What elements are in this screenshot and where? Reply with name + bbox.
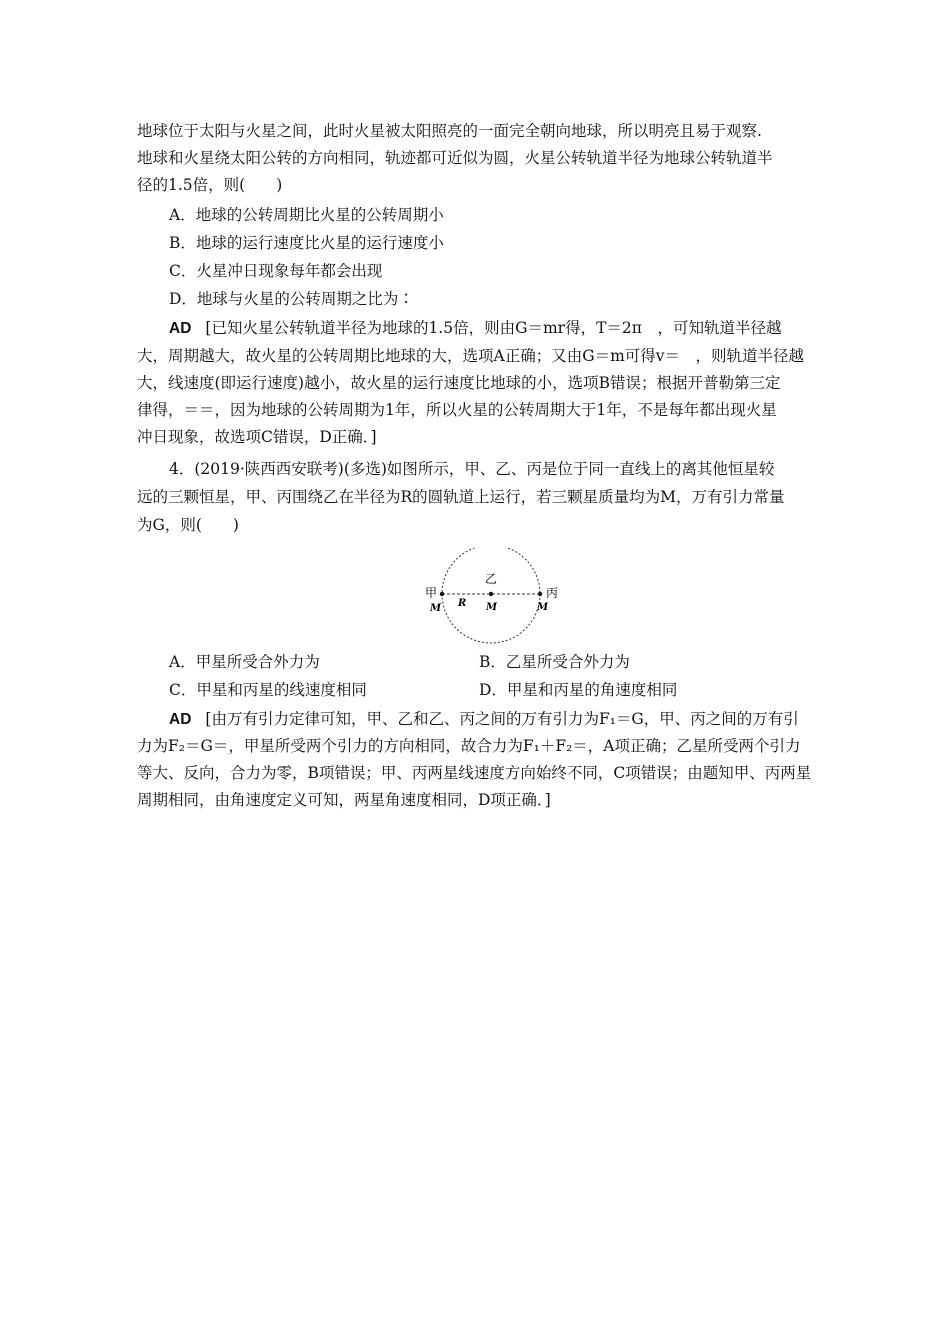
q3-explanation-line: 律得，＝＝，因为地球的公转周期为1年，所以火星的公转周期大于1年，不是每年都出现火星	[137, 401, 777, 419]
star-bing	[538, 592, 542, 596]
q4-option-d: D．甲星和丙星的角速度相同	[479, 681, 678, 699]
q4-option-a: A．甲星所受合外力为	[169, 653, 320, 671]
orbit-figure	[415, 548, 575, 648]
q3-explanation-line: 冲日现象，故选项C错误，D正确．]	[137, 428, 377, 446]
paragraph-line: 径的1.5倍，则( )	[137, 176, 283, 194]
q3-option-d: D．地球与火星的公转周期之比为∶	[169, 290, 414, 308]
q3-option-b: B．地球的运行速度比火星的运行速度小	[169, 234, 444, 252]
q4-explanation-line: 等大、反向，合力为零，B项错误；甲、丙两星线速度方向始终不同，C项错误；由题知甲、丙两星	[137, 764, 812, 782]
q3-answer-label: AD	[169, 320, 192, 337]
q3-explanation-line: 大，周期越大，故火星的公转周期比地球的大，选项A正确；又由G＝m可得v＝ ，则轨道半径越	[137, 347, 805, 365]
q3-answer-text: [已知火星公转轨道半径为地球的1.5倍，则由G＝mr得，T＝2π ，可知轨道半径越	[205, 319, 782, 337]
q4-stem-line: 为G，则( )	[137, 516, 239, 534]
paragraph-line: 地球位于太阳与火星之间，此时火星被太阳照亮的一面完全朝向地球，所以明亮且易于观察.	[137, 122, 762, 140]
label-bing: 丙	[546, 586, 559, 600]
label-jia: 甲	[425, 586, 438, 600]
label-yi: 乙	[485, 572, 498, 586]
q4-answer-line	[169, 709, 799, 730]
q4-answer-text: [由万有引力定律可知，甲、乙和乙、丙之间的万有引力为F₁＝G，甲、丙之间的万有引	[205, 710, 799, 728]
q4-option-b: B．乙星所受合外力为	[479, 653, 630, 671]
mass-jia: M	[430, 603, 442, 614]
star-yi	[489, 592, 493, 596]
paragraph-line: 地球和火星绕太阳公转的方向相同，轨迹都可近似为圆，火星公转轨道半径为地球公转轨道半	[137, 149, 773, 167]
q3-answer-line	[169, 318, 781, 339]
q3-explanation-line: 大，线速度(即运行速度)越小，故火星的运行速度比地球的小，选项B错误；根据开普勒第三定	[137, 374, 781, 392]
mass-yi: M	[486, 602, 498, 613]
q4-stem-line: 远的三颗恒星，甲、丙围绕乙在半径为R的圆轨道上运行，若三颗星质量均为M，万有引力常量	[137, 488, 785, 506]
q3-option-c: C．火星冲日现象每年都会出现	[169, 262, 383, 280]
q4-stem-line: 4．(2019·陕西西安联考)(多选)如图所示，甲、乙、丙是位于同一直线上的离其他恒星较	[169, 460, 775, 478]
star-jia	[440, 592, 444, 596]
q4-answer-label: AD	[169, 711, 192, 728]
radius-label: R	[458, 598, 467, 609]
q4-explanation-line: 力为F₂＝G＝，甲星所受两个引力的方向相同，故合力为F₁＋F₂＝，A项正确；乙星所受两个引力	[137, 737, 801, 755]
mass-bing: M	[537, 602, 549, 613]
q4-option-c: C．甲星和丙星的线速度相同	[169, 681, 367, 699]
q3-option-a: A．地球的公转周期比火星的公转周期小	[169, 206, 444, 224]
q4-explanation-line: 周期相同，由角速度定义可知，两星角速度相同，D项正确．]	[137, 791, 551, 809]
